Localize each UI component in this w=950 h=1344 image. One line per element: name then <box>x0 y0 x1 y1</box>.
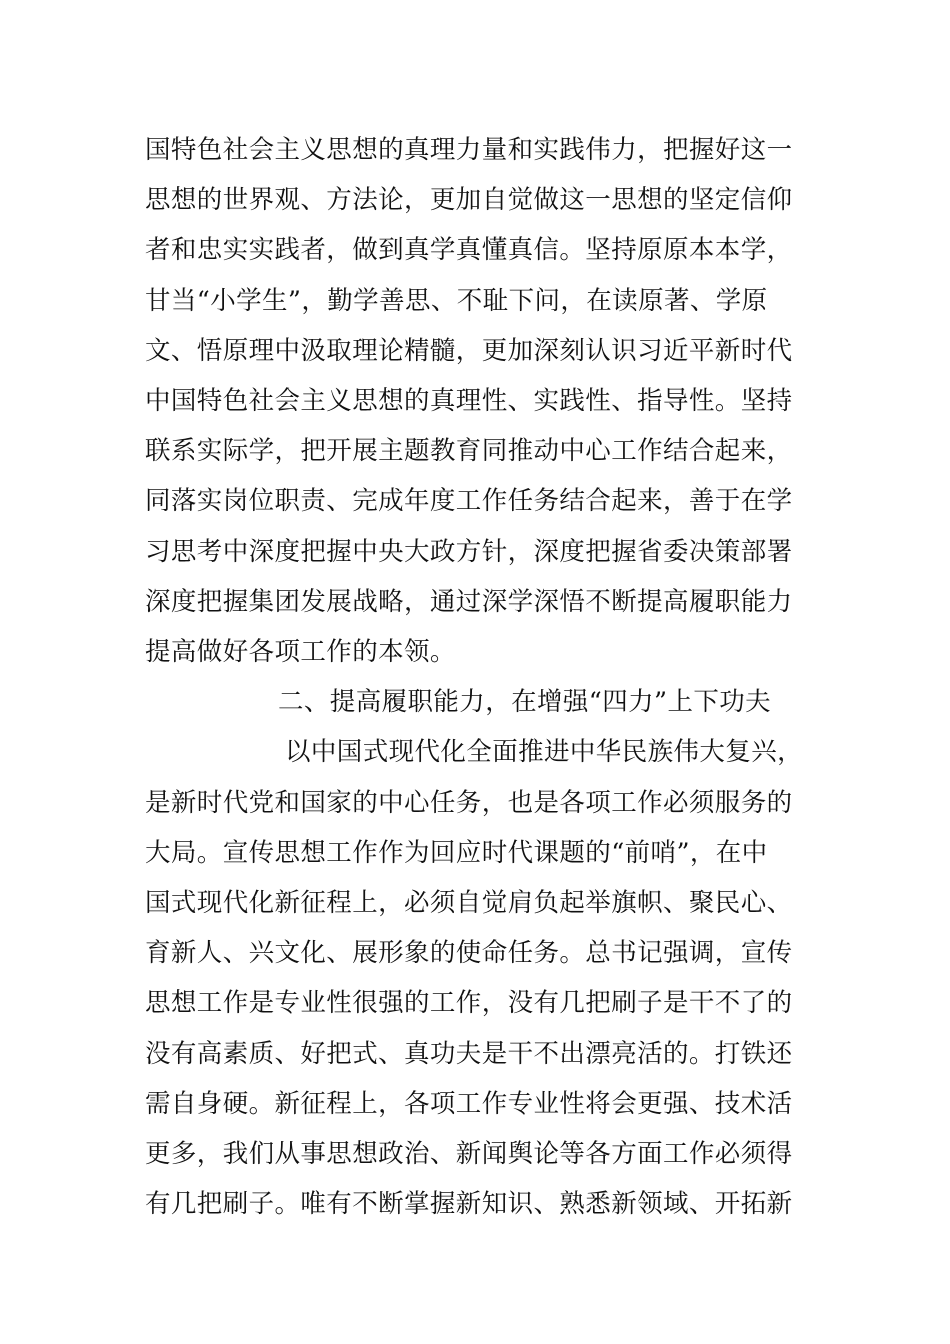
paragraph-line: 同落实岗位职责、完成年度工作任务结合起来，善于在学 <box>145 486 793 516</box>
paragraph-line: 国特色社会主义思想的真理力量和实践伟力，把握好这一 <box>145 135 793 165</box>
paragraph-line: 大局。宣传思想工作作为回应时代课题的“前哨”，在中 <box>145 838 768 868</box>
paragraph-line: 联系实际学，把开展主题教育同推动中心工作结合起来， <box>145 436 793 466</box>
paragraph-line: 更多，我们从事思想政治、新闻舆论等各方面工作必须得 <box>145 1139 793 1169</box>
paragraph-line: 思想的世界观、方法论，更加自觉做这一思想的坚定信仰 <box>145 185 793 215</box>
paragraph-line: 深度把握集团发展战略，通过深学深悟不断提高履职能力 <box>145 587 793 617</box>
paragraph-line: 是新时代党和国家的中心任务，也是各项工作必须服务的 <box>145 788 793 818</box>
paragraph-line: 国式现代化新征程上，必须自觉肩负起举旗帜、聚民心、 <box>145 888 793 918</box>
paragraph-line: 文、悟原理中汲取理论精髓，更加深刻认识习近平新时代 <box>145 336 793 366</box>
section-heading: 二、提高履职能力，在增强“四力”上下功夫 <box>278 687 772 717</box>
paragraph-line: 有几把刷子。唯有不断掌握新知识、熟悉新领域、开拓新 <box>145 1189 793 1219</box>
paragraph-line: 提高做好各项工作的本领。 <box>145 637 456 667</box>
paragraph-line: 需自身硬。新征程上，各项工作专业性将会更强、技术活 <box>145 1089 793 1119</box>
paragraph-line: 以中国式现代化全面推进中华民族伟大复兴， <box>285 737 804 767</box>
paragraph-line: 者和忠实实践者，做到真学真懂真信。坚持原原本本学， <box>145 235 793 265</box>
paragraph-line: 育新人、兴文化、展形象的使命任务。总书记强调，宣传 <box>145 938 793 968</box>
paragraph-line: 思想工作是专业性很强的工作，没有几把刷子是干不了的 <box>145 988 793 1018</box>
paragraph-line: 中国特色社会主义思想的真理性、实践性、指导性。坚持 <box>145 386 793 416</box>
paragraph-line: 没有高素质、好把式、真功夫是干不出漂亮活的。打铁还 <box>145 1039 793 1069</box>
paragraph-line: 甘当“小学生”，勤学善思、不耻下问，在读原著、学原 <box>145 286 768 316</box>
paragraph-line: 习思考中深度把握中央大政方针，深度把握省委决策部署 <box>145 537 793 567</box>
